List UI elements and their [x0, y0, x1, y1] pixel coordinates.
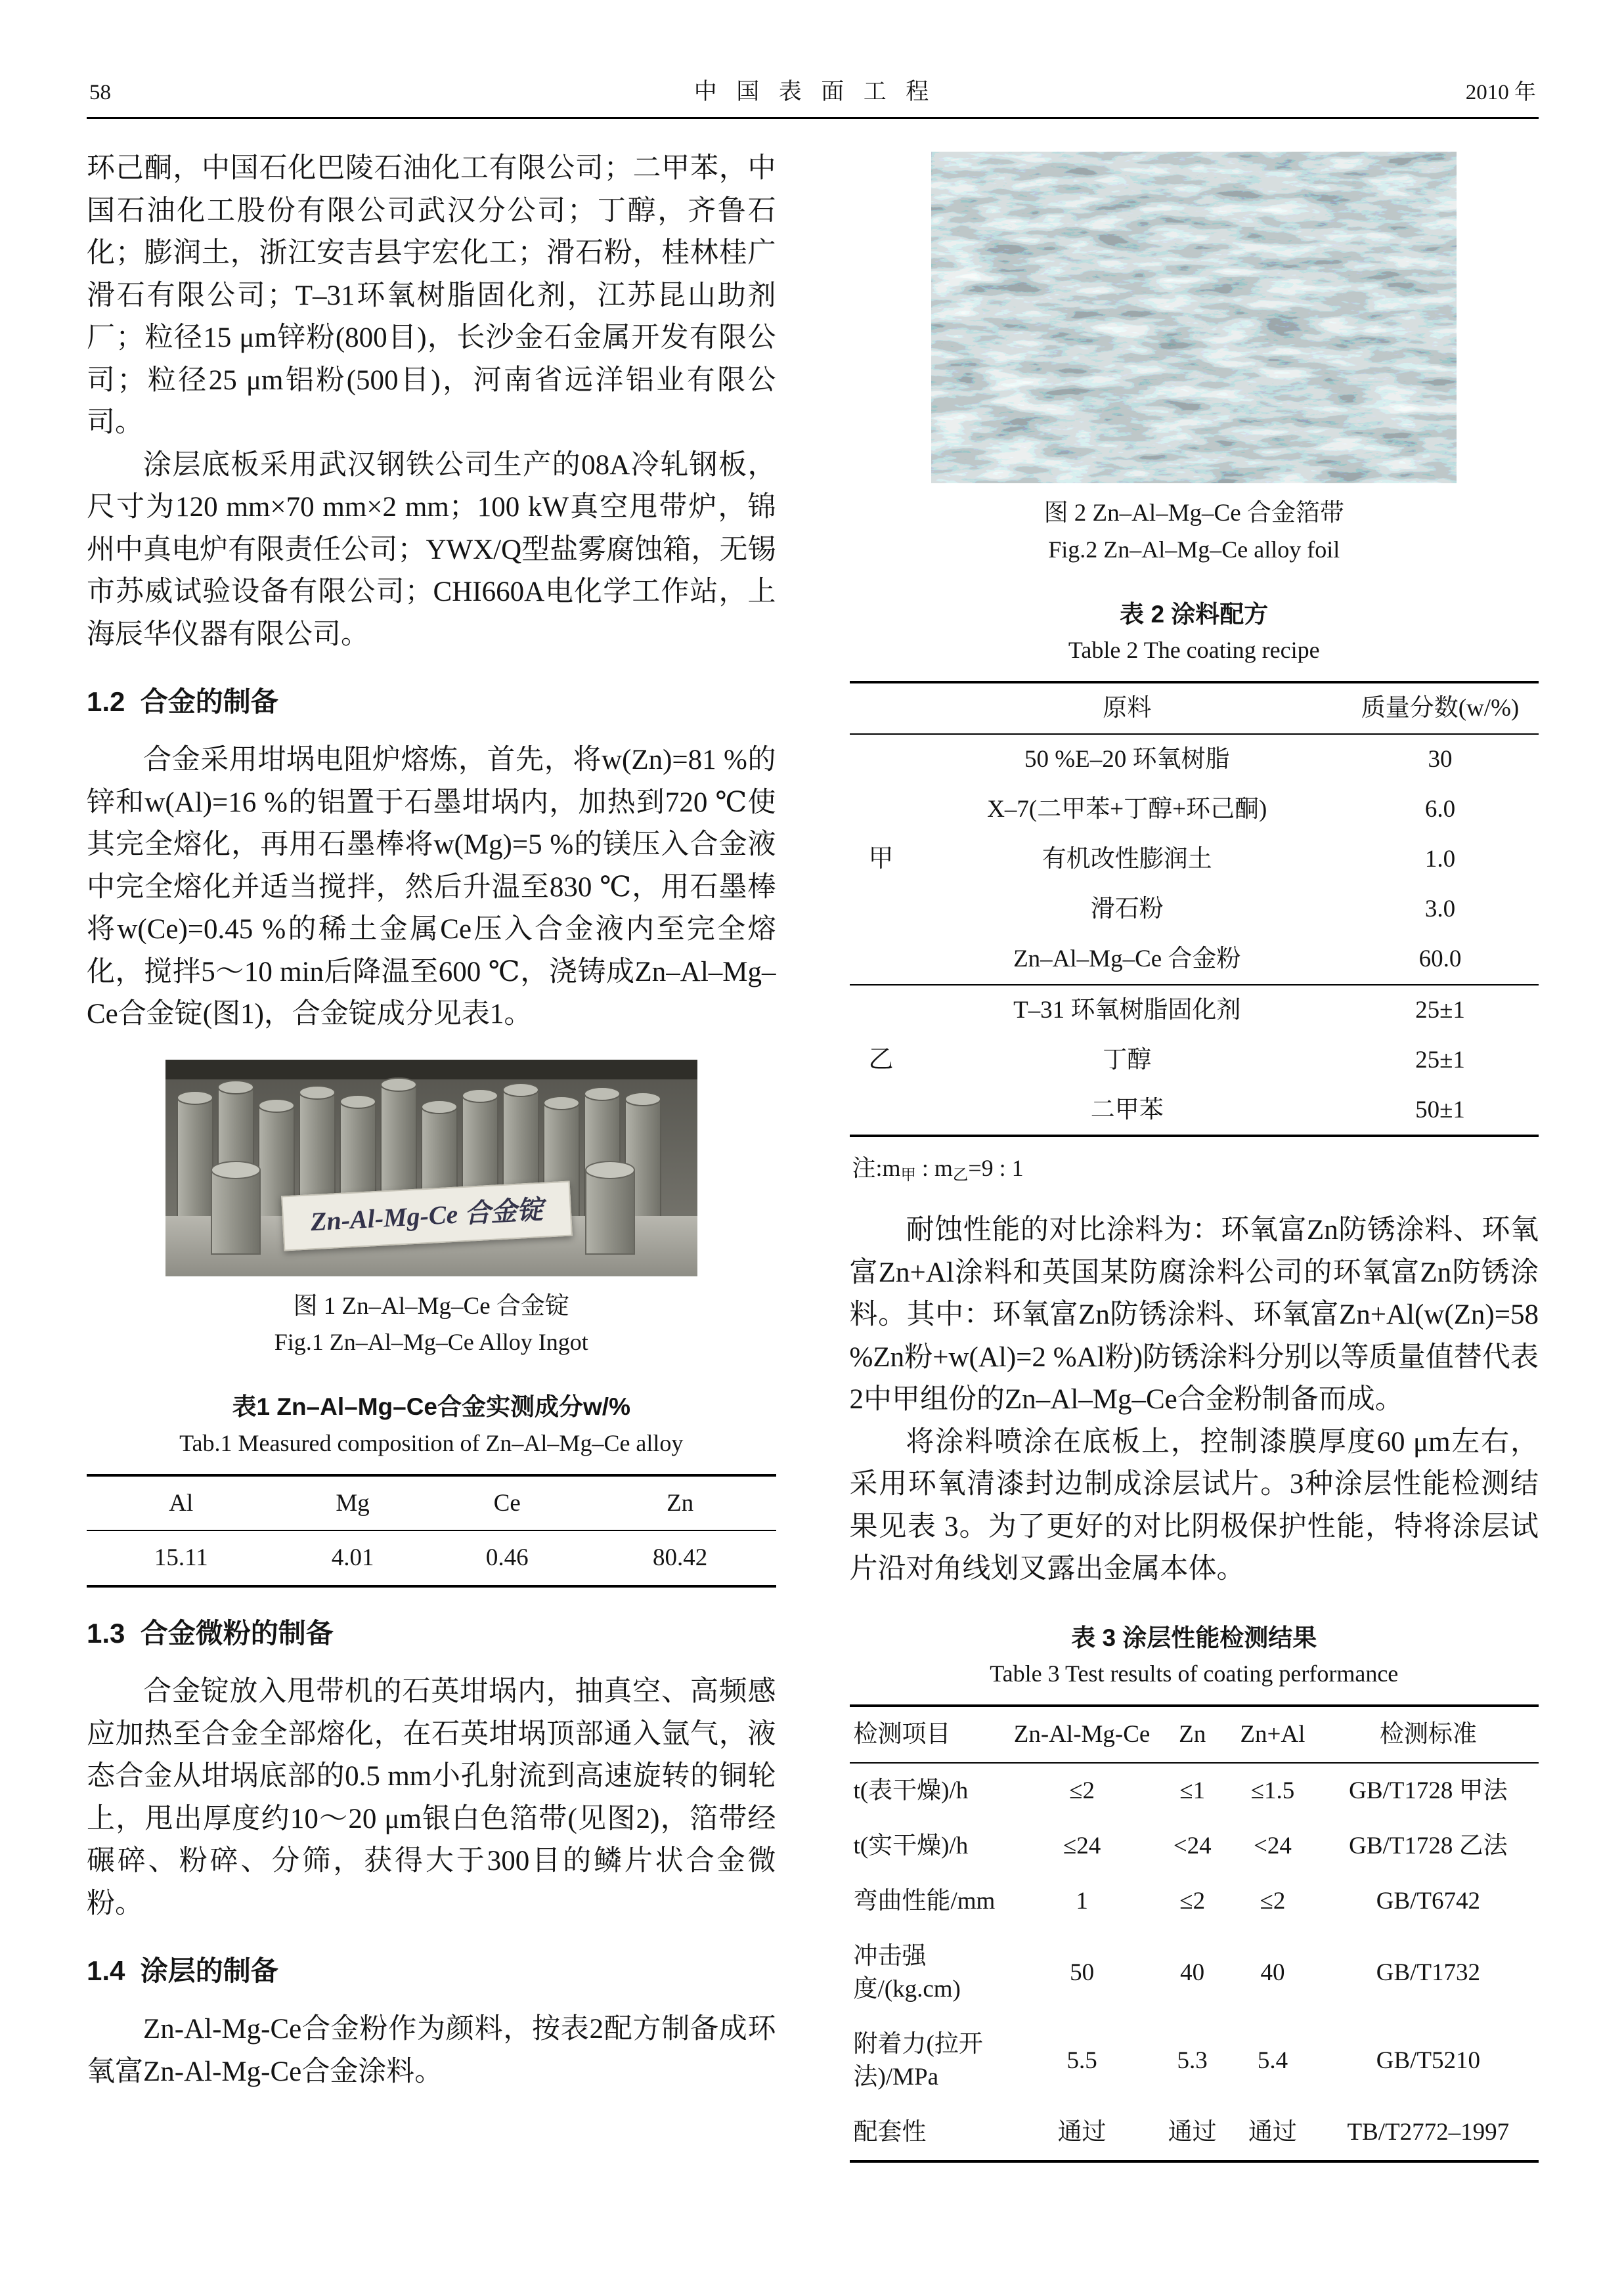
table-2-caption-zh: 表 2 涂料配方 — [1120, 600, 1269, 628]
table-row — [850, 1763, 1539, 1819]
table-cell: 15.11 — [154, 1544, 208, 1572]
table-row — [850, 1035, 1539, 1085]
table-row — [850, 1085, 1539, 1137]
running-head — [87, 74, 1539, 117]
table-cell: 40 — [1260, 1959, 1285, 1987]
publication-year: 2010 年 — [1465, 81, 1536, 104]
table-cell: 30 — [1428, 745, 1453, 773]
figure-2 — [850, 152, 1539, 567]
table-cell: ≤24 — [1063, 1832, 1101, 1860]
column-header: Zn — [667, 1489, 694, 1517]
table-cell: ≤1.5 — [1250, 1777, 1295, 1805]
table-cell: 1 — [1076, 1888, 1088, 1915]
column-header: Zn-Al-Mg-Ce — [1013, 1721, 1151, 1748]
column-header: 原料 — [1103, 695, 1152, 722]
two-column-body — [87, 148, 1539, 2163]
table-2-caption — [850, 596, 1539, 668]
table-cell: 4.01 — [331, 1544, 374, 1572]
ingot-photo-art — [165, 1060, 697, 1276]
table-row — [850, 1819, 1539, 1874]
paragraph-equipment: 涂层底板采用武汉钢铁公司生产的08A冷轧钢板，尺寸为120 mm×70 mm×2 mm；100 kW真空甩带炉，锦州中真电炉有限责任公司；YWX/Q型盐雾腐蚀箱，无锡市苏威试验设备有限公司；CHI660A电化学工作站，上海辰华仪器有限公司。 — [87, 449, 776, 650]
table-row — [850, 734, 1539, 785]
figure-1 — [87, 1060, 776, 1360]
table-cell: 配套性 — [853, 2118, 927, 2146]
table-cell: 50 — [1070, 1959, 1095, 1987]
table-cell: X–7(二甲苯+丁醇+环己酮) — [987, 795, 1267, 823]
table-row — [850, 785, 1539, 834]
table-cell: ≤2 — [1260, 1888, 1286, 1915]
table-cell: GB/T1732 — [1376, 1959, 1480, 1987]
note-text: 注:m — [852, 1155, 901, 1182]
figure-2-caption-en: Fig.2 Zn–Al–Mg–Ce alloy foil — [1048, 536, 1340, 563]
table-cell: t(表干燥)/h — [853, 1777, 969, 1805]
table-cell: 50±1 — [1415, 1096, 1465, 1123]
table-cell: GB/T1728 甲法 — [1349, 1777, 1508, 1805]
table-1-caption-zh: 表1 Zn–Al–Mg–Ce合金实测成分w/% — [232, 1393, 630, 1420]
figure-2-caption-zh: 图 2 Zn–Al–Mg–Ce 合金箔带 — [1043, 500, 1344, 527]
coating-recipe-table — [850, 681, 1539, 1137]
table-row — [850, 1929, 1539, 2017]
table-cell: 25±1 — [1415, 996, 1465, 1024]
table-row — [850, 2105, 1539, 2161]
table-cell: 冲击强度/(kg.cm) — [853, 1943, 961, 2003]
table-row — [850, 2017, 1539, 2105]
table-cell: <24 — [1254, 1832, 1292, 1860]
table-cell: GB/T5210 — [1376, 2047, 1480, 2074]
table-row — [850, 934, 1539, 985]
group-label-yi: 乙 — [868, 1045, 894, 1073]
paragraph-alloy-preparation: 合金采用坩埚电阻炉熔炼，首先，将w(Zn)=81 %的锌和w(Al)=16 %的铝置于石墨坩埚内，加热到720 ℃使其完全熔化，再用石墨棒将w(Mg)=5 %的镁压入合金液中完全熔化并适当搅拌，然后升温至830 ℃，用石墨棒将w(Ce)=0.45 %的稀土金属Ce压入合金液内至完全熔化，搅拌5～10 min后降温至600 ℃，浇铸成Zn–Al–Mg–Ce合金锭(图1)，合金锭成分见表1。 — [87, 745, 776, 1029]
page-number: 58 — [89, 81, 111, 104]
column-header: Al — [169, 1489, 194, 1517]
table-1-header-row — [87, 1475, 776, 1531]
table-cell: 5.3 — [1177, 2047, 1208, 2074]
table-cell: 50 %E–20 环氧树脂 — [1024, 745, 1230, 773]
table-cell: 通过 — [1168, 2118, 1217, 2146]
left-column — [87, 148, 776, 2163]
table-row — [850, 1874, 1539, 1929]
table-cell: 弯曲性能/mm — [853, 1888, 996, 1915]
table-cell: 通过 — [1248, 2118, 1297, 2146]
table-row — [850, 985, 1539, 1035]
table-cell: 有机改性膨润土 — [1042, 845, 1212, 873]
note-subscript-yi: 乙 — [952, 1167, 969, 1184]
table-cell: 40 — [1180, 1959, 1205, 1987]
table-cell: 丁醇 — [1103, 1046, 1152, 1073]
table-2-header-row — [850, 682, 1539, 734]
table-cell: 60.0 — [1418, 945, 1462, 972]
paragraph-powder-preparation: 合金锭放入甩带机的石英坩埚内，抽真空、高频感应加热至合金全部熔化，在石英坩埚顶部通入氩气，液态合金从坩埚底部的0.5 mm小孔射流到高速旋转的铜轮上，甩出厚度约10～20 μm银白色箔带(见图2)，箔带经碾碎、粉碎、分筛，获得大于300目的鳞片状合金微粉。 — [87, 1676, 776, 1919]
paragraph-comparison-coatings: 耐蚀性能的对比涂料为：环氧富Zn防锈涂料、环氧富Zn+Al涂料和英国某防腐涂料公司的环氧富Zn防锈涂料。其中：环氧富Zn防锈涂料、环氧富Zn+Al(w(Zn)=58 %Zn粉+w(Al)=2 %Al粉)防锈涂料分别以等质量值替代表2中甲组份的Zn–Al–Mg–Ce合金粉制备而成。 — [849, 1215, 1539, 1416]
table-cell: 1.0 — [1424, 845, 1456, 873]
table-cell: 80.42 — [652, 1544, 708, 1572]
table-cell: T–31 环氧树脂固化剂 — [1013, 996, 1241, 1024]
table-cell: ≤2 — [1069, 1777, 1095, 1805]
measured-composition-table — [87, 1474, 776, 1588]
column-header: Zn+Al — [1240, 1721, 1306, 1748]
table-cell: 6.0 — [1424, 795, 1456, 823]
figure-1-caption-en: Fig.1 Zn–Al–Mg–Ce Alloy Ingot — [274, 1329, 588, 1355]
paragraph-spray-test: 将涂料喷涂在底板上，控制漆膜厚度60 μm左右，采用环氧清漆封边制成涂层试片。3种涂层性能检测结果见表 3。为了更好的对比阴极保护性能，特将涂层试片沿对角线划叉露出金属本体。 — [849, 1426, 1539, 1585]
group-label-jia: 甲 — [868, 845, 894, 873]
note-text: : m — [915, 1155, 953, 1182]
table-cell: 0.46 — [485, 1544, 529, 1572]
foil-photo-art — [931, 152, 1457, 483]
figure-1-caption-zh: 图 1 Zn–Al–Mg–Ce 合金锭 — [293, 1292, 569, 1320]
figure-1-caption — [87, 1288, 776, 1360]
table-cell: 二甲苯 — [1090, 1096, 1164, 1123]
table-cell: t(实干燥)/h — [853, 1832, 969, 1860]
column-header: Mg — [336, 1489, 370, 1517]
figure-2-photo — [931, 152, 1457, 483]
paragraph-suppliers: 环己酮，中国石化巴陵石油化工有限公司；二甲苯，中国石油化工股份有限公司武汉分公司；丁醇，齐鲁石化；膨润土，浙江安吉县宇宏化工；滑石粉，桂林桂广滑石有限公司；T–31环氧树脂固化剂，江苏昆山助剂厂；粒径15 μm锌粉(800目)，长沙金石金属开发有限公司；粒径25 μm铝粉(500目)，河南省远洋铝业有限公司。 — [87, 153, 776, 438]
table-cell: 3.0 — [1424, 895, 1456, 922]
right-column — [850, 148, 1539, 2163]
table-cell: 滑石粉 — [1090, 895, 1164, 922]
table-cell: ≤1 — [1179, 1777, 1206, 1805]
figure-1-photo — [165, 1060, 697, 1276]
header-rule — [87, 117, 1539, 119]
table-cell: ≤2 — [1179, 1888, 1206, 1915]
table-cell: 25±1 — [1415, 1046, 1465, 1073]
table-row — [850, 834, 1539, 884]
table-1-caption — [87, 1389, 776, 1461]
section-heading-1-3: 1.3 合金微粉的制备 — [87, 1618, 334, 1649]
table-row — [850, 884, 1539, 934]
table-cell: 5.5 — [1066, 2047, 1097, 2074]
table-cell: 5.4 — [1257, 2047, 1288, 2074]
column-header: 质量分数(w/%) — [1361, 695, 1520, 722]
note-text: =9 : 1 — [968, 1155, 1024, 1182]
table-cell: GB/T6742 — [1376, 1888, 1480, 1915]
table-2-caption-en: Table 2 The coating recipe — [1068, 637, 1320, 663]
ingot-handwritten-label: Zn-Al-Mg-Ce 合金锭 — [281, 1180, 573, 1251]
column-header: 检测项目 — [853, 1721, 951, 1748]
table-3-caption-zh: 表 3 涂层性能检测结果 — [1071, 1624, 1317, 1651]
table-3-header-row — [850, 1706, 1539, 1763]
section-heading-1-4: 1.4 涂层的制备 — [87, 1955, 278, 1987]
table-cell: Zn–Al–Mg–Ce 合金粉 — [1013, 945, 1241, 972]
table-3-caption — [850, 1620, 1539, 1692]
journal-title: 中 国 表 面 工 程 — [693, 79, 932, 104]
table-3-caption-en: Table 3 Test results of coating performance — [990, 1660, 1399, 1687]
table-cell: <24 — [1173, 1832, 1212, 1860]
table-cell: TB/T2772–1997 — [1347, 2118, 1510, 2146]
table-cell: GB/T1728 乙法 — [1349, 1832, 1508, 1860]
section-heading-1-2: 1.2 合金的制备 — [87, 686, 278, 717]
table-2-note — [852, 1150, 1539, 1187]
table-1-caption-en: Tab.1 Measured composition of Zn–Al–Mg–Ce alloy — [179, 1429, 684, 1456]
table-1-value-row — [87, 1530, 776, 1586]
column-header: 检测标准 — [1379, 1721, 1477, 1748]
empty-header-cell — [850, 682, 913, 734]
column-header: Zn — [1179, 1721, 1206, 1748]
coating-performance-table — [850, 1704, 1539, 2162]
figure-2-caption — [850, 495, 1539, 567]
table-cell: 通过 — [1057, 2118, 1107, 2146]
table-cell: 附着力(拉开法)/MPa — [853, 2031, 983, 2090]
paragraph-coating-preparation: Zn-Al-Mg-Ce合金粉作为颜料，按表2配方制备成环氧富Zn-Al-Mg-Ce合金涂料。 — [87, 2014, 776, 2087]
column-header: Ce — [493, 1489, 521, 1517]
note-subscript-jia: 甲 — [900, 1167, 916, 1184]
